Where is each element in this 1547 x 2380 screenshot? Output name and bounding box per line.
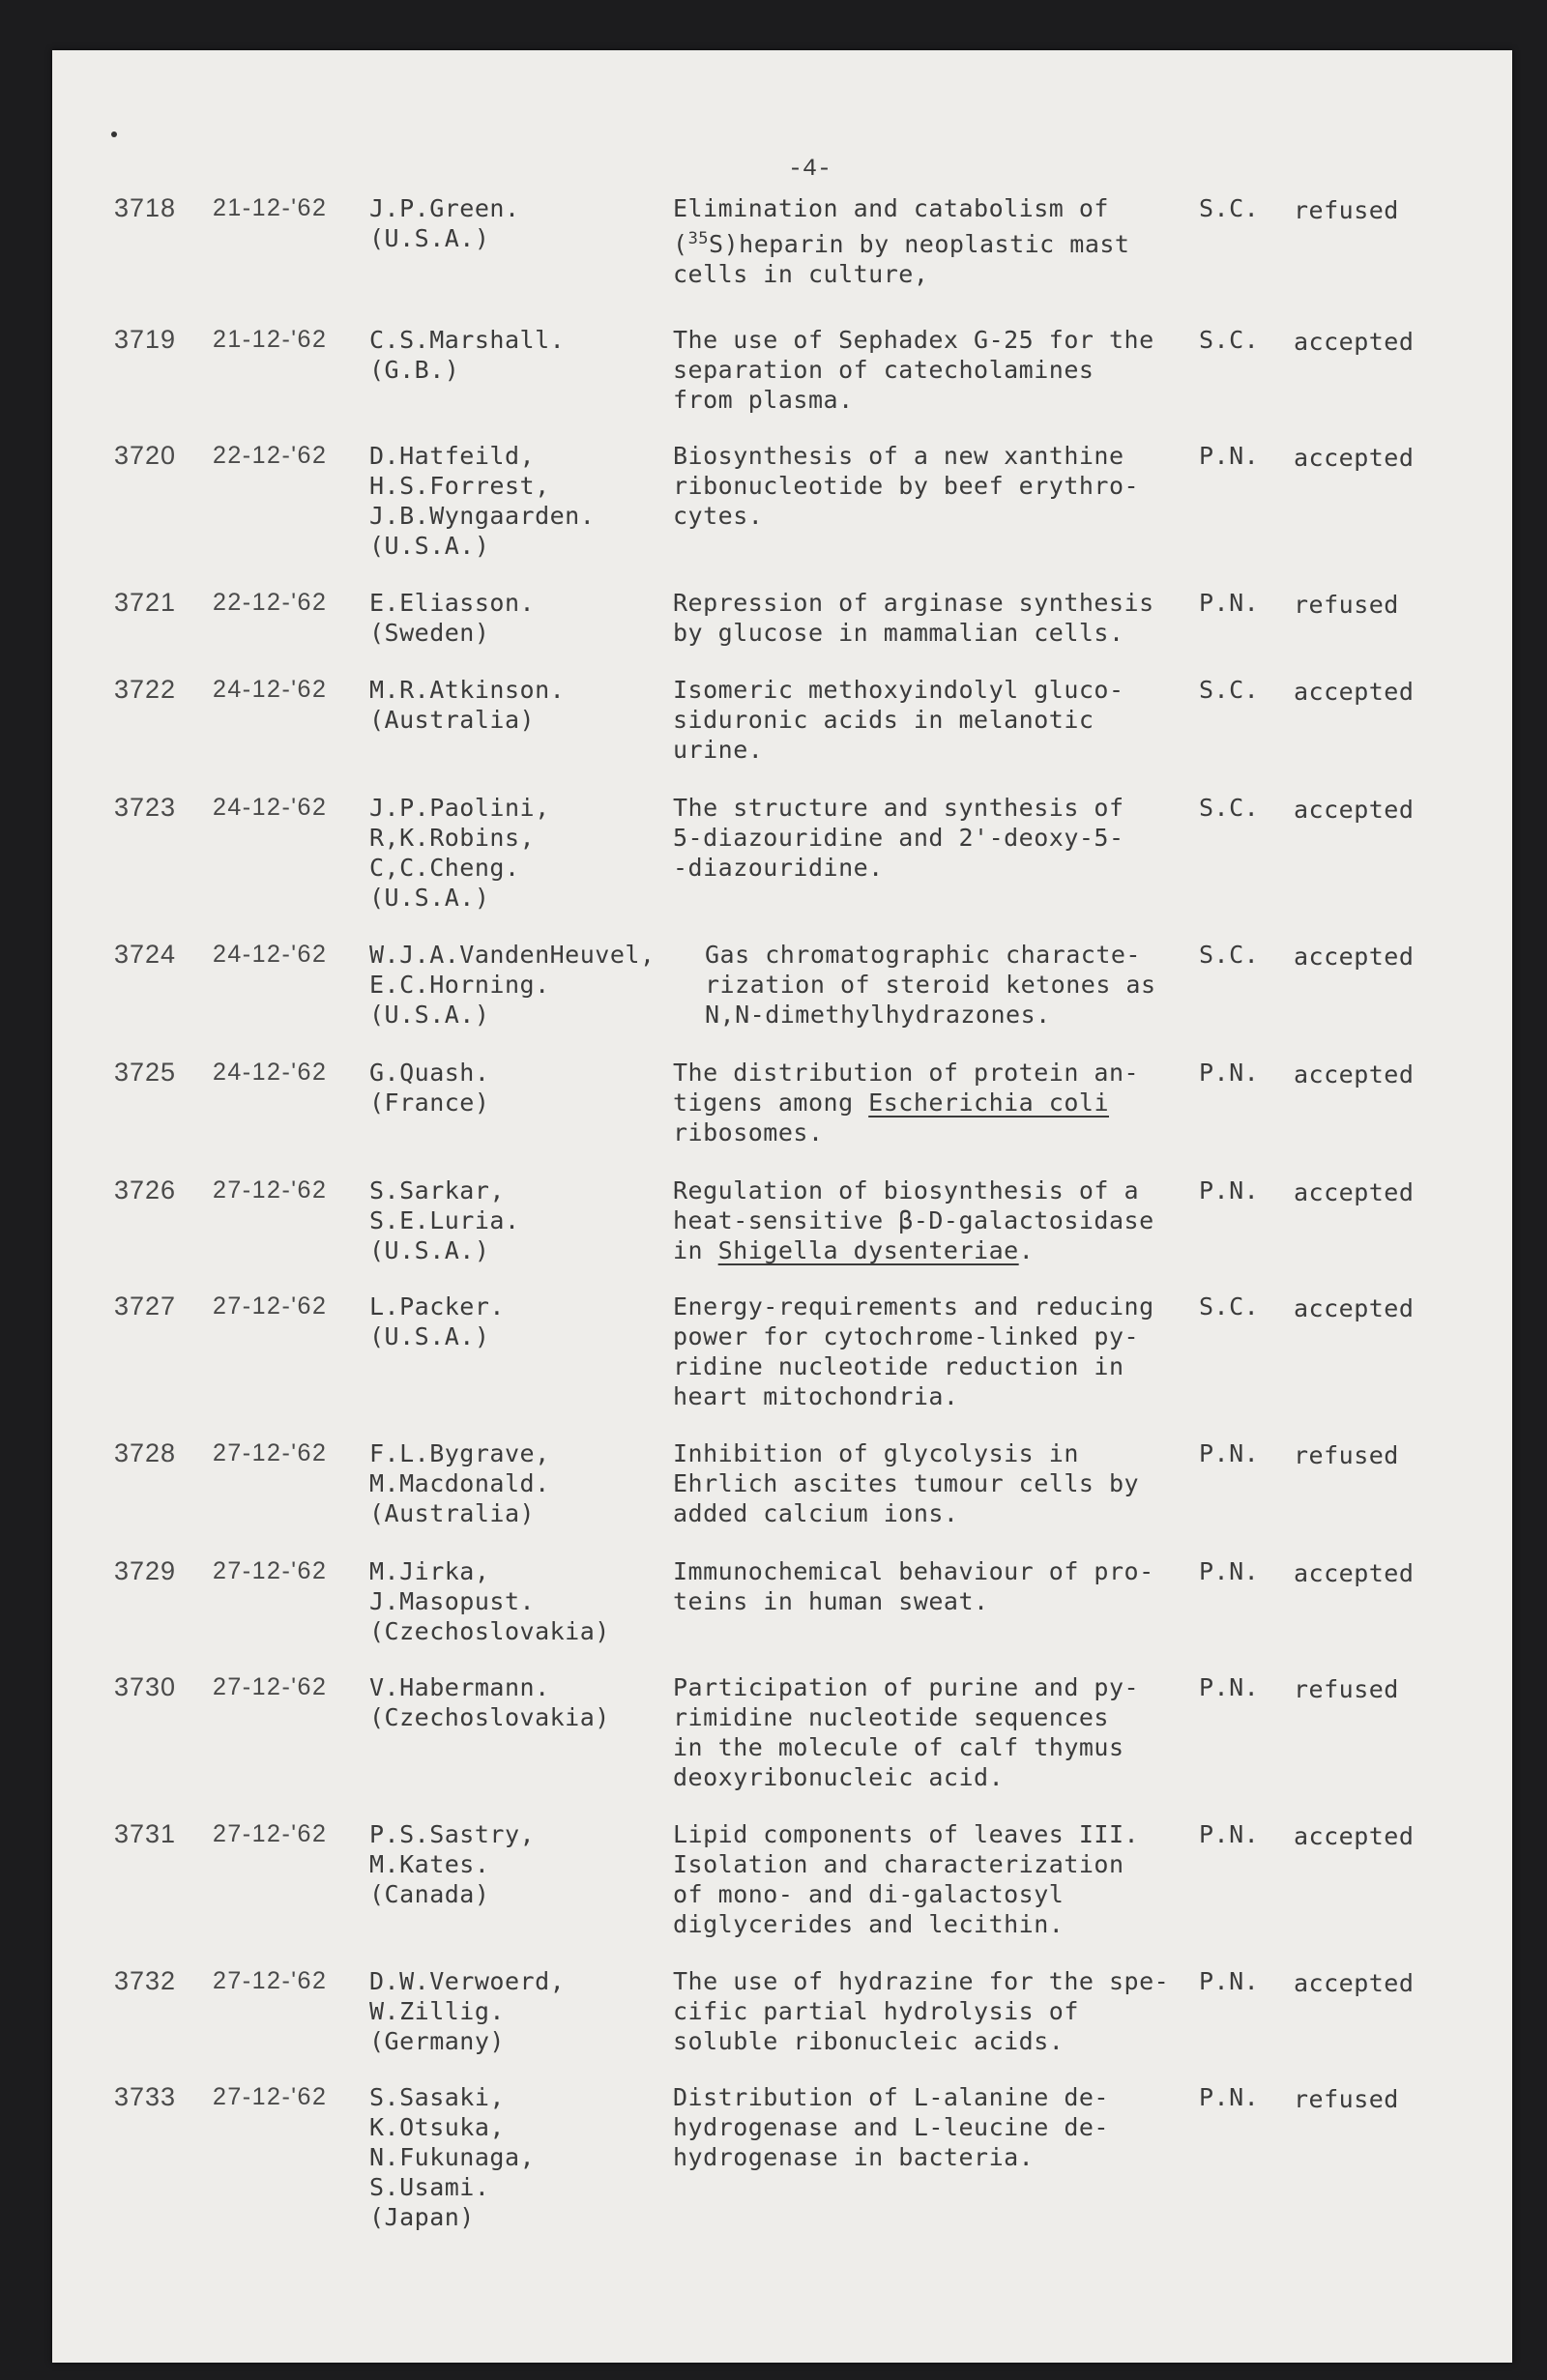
title-text: Distribution of L-alanine de-: [673, 2083, 1109, 2111]
entry-number: 3718: [114, 193, 177, 222]
entry-title: [673, 1966, 1169, 2056]
title-text: separation of catecholamines: [673, 356, 1095, 384]
title-text: tigens among: [673, 1088, 869, 1117]
title-line: [673, 1498, 1139, 1528]
title-line: [673, 2082, 1109, 2112]
author-line: C,C.Cheng.: [369, 854, 520, 882]
author-line: (U.S.A.): [369, 1001, 490, 1029]
title-text: in the molecule of calf thymus: [673, 1733, 1124, 1761]
entry-category: S.C.: [1199, 194, 1260, 222]
title-text: urine.: [673, 736, 764, 764]
entry-title: [673, 1672, 1139, 1792]
entry-category: P.N.: [1199, 2083, 1260, 2111]
author-line: (Czechoslovakia): [369, 1617, 610, 1645]
title-text: teins in human sweat.: [673, 1587, 989, 1615]
title-line: [673, 1819, 1139, 1849]
entry-number: 3725: [114, 1058, 177, 1087]
entry-authors: [369, 1672, 610, 1732]
entry-number: 3731: [114, 1819, 177, 1848]
title-text: Isolation and characterization: [673, 1850, 1124, 1878]
entry-authors: [369, 325, 565, 385]
title-line: [673, 1468, 1139, 1498]
title-line: [705, 970, 1156, 1000]
entry-category: P.N.: [1199, 1176, 1260, 1205]
title-text: -diazouridine.: [673, 854, 884, 882]
author-line: D.Hatfeild,: [369, 442, 536, 470]
title-line: [673, 471, 1139, 501]
entry-status: accepted: [1294, 328, 1415, 356]
title-line: [705, 940, 1156, 970]
author-line: M.Kates.: [369, 1850, 490, 1878]
entry-status: refused: [1294, 1441, 1399, 1469]
title-text: soluble ribonucleic acids.: [673, 2027, 1065, 2055]
title-text: from plasma.: [673, 386, 854, 414]
title-line: [673, 1117, 1139, 1147]
title-text: in: [673, 1236, 718, 1264]
author-line: N.Fukunaga,: [369, 2143, 536, 2171]
title-text: Energy-requirements and reducing: [673, 1292, 1154, 1321]
author-line: M.Macdonald.: [369, 1469, 550, 1497]
title-text: hydrogenase in bacteria.: [673, 2143, 1035, 2171]
author-line: (Japan): [369, 2203, 475, 2231]
title-text: ribosomes.: [673, 1118, 824, 1146]
author-line: W.Zillig.: [369, 1997, 505, 2025]
species-name: Escherichia coli: [868, 1088, 1109, 1117]
entry-title: [673, 193, 1129, 289]
entry-authors: [369, 1058, 489, 1117]
entry-authors: [369, 1292, 505, 1351]
entry-status: accepted: [1294, 1178, 1415, 1206]
entry-number: 3724: [114, 940, 177, 969]
entry-category: P.N.: [1199, 1820, 1260, 1848]
title-line: [673, 2112, 1109, 2142]
author-line: (Sweden): [369, 619, 490, 647]
title-text: cific partial hydrolysis of: [673, 1997, 1079, 2025]
author-line: E.C.Horning.: [369, 971, 550, 999]
title-text: The use of Sephadex G-25 for the: [673, 326, 1154, 354]
entry-title: [673, 325, 1154, 415]
entry-category: P.N.: [1199, 1967, 1260, 1995]
author-line: (U.S.A.): [369, 532, 490, 560]
entry-date: 24-12-'62: [213, 941, 328, 968]
title-line: [673, 1292, 1154, 1321]
entry-category: S.C.: [1199, 1292, 1260, 1321]
entry-category: P.N.: [1199, 589, 1260, 617]
entry-date: 27-12-'62: [213, 1557, 328, 1584]
title-line: [673, 1235, 1154, 1265]
title-line: [673, 1205, 1154, 1235]
entry-number: 3726: [114, 1175, 177, 1205]
entry-date: 24-12-'62: [213, 794, 328, 821]
title-text: rization of steroid ketones as: [705, 971, 1156, 999]
entry-title: [673, 1556, 1154, 1616]
title-text: Gas chromatographic characte-: [705, 941, 1141, 969]
entry-authors: [369, 940, 655, 1030]
title-suffix: S)heparin by neoplastic mast: [709, 230, 1130, 258]
title-line: [673, 1879, 1139, 1909]
entry-number: 3728: [114, 1438, 177, 1467]
title-text: Ehrlich ascites tumour cells by: [673, 1469, 1140, 1497]
author-line: J.P.Green.: [369, 194, 520, 222]
entry-status: accepted: [1294, 1294, 1415, 1322]
entry-status: accepted: [1294, 1060, 1415, 1088]
author-line: (Australia): [369, 1499, 536, 1527]
title-text: Repression of arginase synthesis: [673, 589, 1154, 617]
title-line: [673, 2026, 1169, 2056]
entry-number: 3729: [114, 1556, 177, 1585]
author-line: (Germany): [369, 2027, 505, 2055]
title-line: [673, 675, 1124, 705]
entry-status: accepted: [1294, 444, 1415, 472]
title-text: 5-diazouridine and 2'-deoxy-5-: [673, 824, 1124, 852]
title-line: [673, 1175, 1154, 1205]
title-line: [673, 441, 1139, 471]
entry-category: P.N.: [1199, 1059, 1260, 1087]
author-line: (G.B.): [369, 356, 460, 384]
author-line: K.Otsuka,: [369, 2113, 505, 2141]
entry-authors: [369, 193, 520, 253]
title-text: cytes.: [673, 502, 764, 530]
title-line: [673, 1909, 1139, 1939]
author-line: M.R.Atkinson.: [369, 676, 566, 704]
entry-authors: [369, 675, 565, 735]
title-line: [673, 1088, 1139, 1117]
title-line: [673, 1058, 1139, 1088]
author-line: P.S.Sastry,: [369, 1820, 536, 1848]
entry-title: [673, 1438, 1139, 1528]
title-text: The use of hydrazine for the spe-: [673, 1967, 1170, 1995]
title-line: [705, 1000, 1156, 1030]
entry-status: accepted: [1294, 678, 1415, 706]
title-text: Isomeric methoxyindolyl gluco-: [673, 676, 1124, 704]
author-line: S.Usami.: [369, 2173, 490, 2201]
title-line: [673, 1672, 1139, 1702]
entry-authors: [369, 793, 550, 913]
author-line: C.S.Marshall.: [369, 326, 566, 354]
author-line: D.W.Verwoerd,: [369, 1967, 566, 1995]
title-text: added calcium ions.: [673, 1499, 959, 1527]
title-line: [673, 1321, 1154, 1351]
author-line: S.Sasaki,: [369, 2083, 505, 2111]
entry-status: accepted: [1294, 1969, 1415, 1997]
entry-authors: [369, 588, 535, 648]
title-text: heart mitochondria.: [673, 1382, 959, 1410]
title-prefix: (: [673, 230, 688, 258]
title-line: [673, 705, 1124, 735]
entry-date: 27-12-'62: [213, 1176, 328, 1204]
author-line: E.Eliasson.: [369, 589, 536, 617]
isotope-superscript: 35: [687, 229, 710, 248]
entry-category: S.C.: [1199, 941, 1260, 969]
title-line: [673, 2142, 1109, 2172]
title-text: ribonucleotide by beef erythro-: [673, 472, 1140, 500]
entry-title: [673, 588, 1154, 648]
entry-number: 3720: [114, 441, 177, 470]
title-line: [673, 588, 1154, 618]
title-text: Biosynthesis of a new xanthine: [673, 442, 1124, 470]
entry-date: 27-12-'62: [213, 1967, 328, 1994]
entry-date: 27-12-'62: [213, 1673, 328, 1700]
entry-number: 3730: [114, 1672, 177, 1701]
title-text: power for cytochrome-linked py-: [673, 1322, 1140, 1350]
title-line: [673, 1586, 1154, 1616]
author-line: (France): [369, 1088, 490, 1117]
entry-title: [673, 1175, 1154, 1265]
title-line: [673, 1996, 1169, 2026]
title-line: [673, 1381, 1154, 1411]
title-text: N,N-dimethylhydrazones.: [705, 1001, 1051, 1029]
title-line: [673, 1351, 1154, 1381]
entry-number: 3723: [114, 793, 177, 822]
title-text: diglycerides and lecithin.: [673, 1910, 1065, 1938]
entry-number: 3721: [114, 588, 177, 617]
title-line: [673, 1732, 1139, 1762]
author-line: G.Quash.: [369, 1059, 490, 1087]
entry-status: refused: [1294, 196, 1399, 224]
title-punct: .: [1018, 1236, 1035, 1264]
title-line: [673, 735, 1124, 765]
entry-number: 3732: [114, 1966, 177, 1995]
author-line: (Australia): [369, 706, 536, 734]
author-line: S.E.Luria.: [369, 1206, 520, 1234]
entry-status: accepted: [1294, 1822, 1415, 1850]
species-name: Shigella dysenteriae: [717, 1236, 1019, 1264]
entry-title: [673, 2082, 1109, 2172]
title-text: cells in culture,: [673, 260, 929, 288]
author-line: (Czechoslovakia): [369, 1703, 610, 1731]
entry-number: 3719: [114, 325, 177, 354]
entry-status: accepted: [1294, 1559, 1415, 1587]
title-text: The distribution of protein an-: [673, 1059, 1140, 1087]
entry-number: 3722: [114, 675, 177, 704]
entry-authors: [369, 1175, 520, 1265]
entry-date: 24-12-'62: [213, 1059, 328, 1086]
author-line: F.L.Bygrave,: [369, 1439, 550, 1467]
entry-status: refused: [1294, 2085, 1399, 2113]
title-line: [673, 193, 1129, 223]
entry-title: [673, 793, 1124, 883]
author-line: (U.S.A.): [369, 1322, 490, 1350]
entry-date: 27-12-'62: [213, 2083, 328, 2110]
author-line: M.Jirka,: [369, 1557, 490, 1585]
title-text: rimidine nucleotide sequences: [673, 1703, 1109, 1731]
title-text: hydrogenase and L-leucine de-: [673, 2113, 1109, 2141]
title-text: by glucose in mammalian cells.: [673, 619, 1124, 647]
entry-authors: [369, 1819, 535, 1909]
author-line: W.J.A.VandenHeuvel,: [369, 941, 656, 969]
title-line: [673, 823, 1124, 853]
title-line: [673, 355, 1154, 385]
entry-status: refused: [1294, 591, 1399, 619]
entry-category: S.C.: [1199, 794, 1260, 822]
title-line: [673, 325, 1154, 355]
author-line: L.Packer.: [369, 1292, 505, 1321]
entry-authors: [369, 1438, 550, 1528]
entry-authors: [369, 1556, 610, 1646]
entry-title: [673, 675, 1124, 765]
title-text: Lipid components of leaves III.: [673, 1820, 1140, 1848]
author-line: J.P.Paolini,: [369, 794, 550, 822]
entry-title: [705, 940, 1156, 1030]
entry-title: [673, 1819, 1139, 1939]
entry-date: 21-12-'62: [213, 194, 328, 221]
entry-status: accepted: [1294, 796, 1415, 824]
title-text: deoxyribonucleic acid.: [673, 1763, 1005, 1791]
title-text: The structure and synthesis of: [673, 794, 1124, 822]
title-text: of mono- and di-galactosyl: [673, 1880, 1065, 1908]
entry-date: 27-12-'62: [213, 1820, 328, 1847]
title-line: [673, 1966, 1169, 1996]
entry-date: 27-12-'62: [213, 1292, 328, 1320]
entry-title: [673, 441, 1139, 531]
entry-category: P.N.: [1199, 1439, 1260, 1467]
title-line: [673, 1849, 1139, 1879]
title-text: Elimination and catabolism of: [673, 194, 1109, 222]
title-text: Immunochemical behaviour of pro-: [673, 1557, 1154, 1585]
entry-authors: [369, 2082, 535, 2232]
entry-title: [673, 1292, 1154, 1411]
entry-category: P.N.: [1199, 1673, 1260, 1701]
title-line: [673, 385, 1154, 415]
entry-category: S.C.: [1199, 676, 1260, 704]
entry-category: P.N.: [1199, 1557, 1260, 1585]
entry-status: refused: [1294, 1675, 1399, 1703]
title-line: [673, 229, 1129, 259]
title-line: [673, 1702, 1139, 1732]
title-line: [673, 853, 1124, 883]
author-line: V.Habermann.: [369, 1673, 550, 1701]
entry-date: 24-12-'62: [213, 676, 328, 703]
title-line: [673, 618, 1154, 648]
title-line: [673, 1762, 1139, 1792]
entry-title: [673, 1058, 1139, 1147]
title-line: [673, 793, 1124, 823]
title-text: ridine nucleotide reduction in: [673, 1352, 1124, 1380]
title-line: [673, 1438, 1139, 1468]
title-text: Participation of purine and py-: [673, 1673, 1140, 1701]
margin-dot: [111, 131, 117, 137]
entry-number: 3733: [114, 2082, 177, 2111]
entry-category: P.N.: [1199, 442, 1260, 470]
entry-status: accepted: [1294, 943, 1415, 971]
title-text: Regulation of biosynthesis of a: [673, 1176, 1140, 1205]
author-line: (U.S.A.): [369, 224, 490, 252]
title-text: heat-sensitive β-D-galactosidase: [673, 1206, 1154, 1234]
title-text: siduronic acids in melanotic: [673, 706, 1095, 734]
page-number: -4-: [788, 155, 832, 183]
entry-date: 22-12-'62: [213, 589, 328, 616]
entry-date: 27-12-'62: [213, 1439, 328, 1466]
author-line: R,K.Robins,: [369, 824, 536, 852]
author-line: J.Masopust.: [369, 1587, 536, 1615]
entry-date: 21-12-'62: [213, 326, 328, 353]
author-line: J.B.Wyngaarden.: [369, 502, 596, 530]
author-line: (U.S.A.): [369, 884, 490, 912]
entry-number: 3727: [114, 1292, 177, 1321]
author-line: S.Sarkar,: [369, 1176, 505, 1205]
entry-authors: [369, 441, 595, 561]
author-line: (U.S.A.): [369, 1236, 490, 1264]
title-line: [673, 259, 1129, 289]
author-line: H.S.Forrest,: [369, 472, 550, 500]
entry-date: 22-12-'62: [213, 442, 328, 469]
title-text: Inhibition of glycolysis in: [673, 1439, 1079, 1467]
title-line: [673, 501, 1139, 531]
author-line: (Canada): [369, 1880, 490, 1908]
title-line: [673, 1556, 1154, 1586]
entry-authors: [369, 1966, 565, 2056]
entry-category: S.C.: [1199, 326, 1260, 354]
